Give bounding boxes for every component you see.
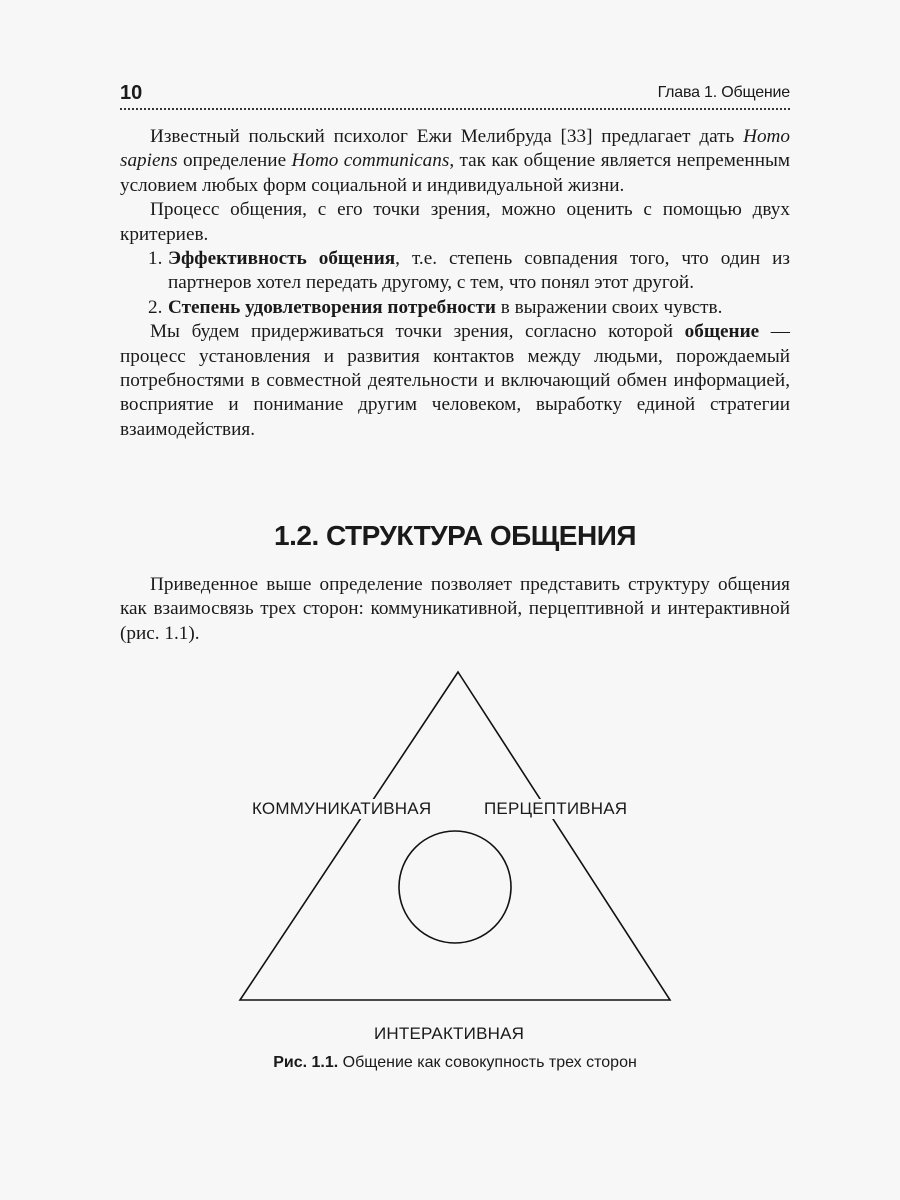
- header-dotted-rule: [120, 108, 790, 110]
- bold-term: Эффективность общения: [168, 248, 396, 270]
- triangle-shape: [240, 672, 670, 1000]
- text-run: Известный польский психолог Ежи Мелибруда [33] предлагает дать: [150, 126, 744, 147]
- page-header: [120, 80, 790, 110]
- text-run: , т.е. степень совпадения того, что один из партнеров хотел передать другому, с тем, что понял этот другой.: [168, 248, 790, 294]
- paragraph: [120, 198, 790, 247]
- list-item: [120, 247, 790, 296]
- figure-caption: [120, 1054, 790, 1072]
- body-text: [120, 125, 790, 442]
- caption-text: Общение как совокупность трех сторон: [338, 1054, 637, 1071]
- paragraph: [120, 573, 790, 646]
- text-run: в выражении своих чувств.: [495, 296, 723, 318]
- page-number: 10: [120, 82, 143, 104]
- label-interactive: ИНТЕРАКТИВНАЯ: [370, 1024, 528, 1044]
- section-title: 1.2. СТРУКТУРА ОБЩЕНИЯ: [274, 520, 636, 551]
- structure-diagram: [230, 660, 680, 1050]
- list-number: 1.: [148, 248, 163, 270]
- triangle-diagram: [230, 660, 680, 1050]
- paragraph: [120, 320, 790, 442]
- paragraph: [120, 125, 790, 198]
- bold-term: общение: [684, 321, 760, 343]
- center-circle: [399, 831, 511, 943]
- italic-term: Homo sapiens: [120, 126, 790, 172]
- text-run: Мы будем придерживаться точки зрения, согласно которой: [150, 321, 685, 343]
- text-run: Приведенное выше определение позволяет представить структуру общения как взаимосвязь трех сторон: коммуникативной, перцептивной и интерактивной (рис. 1.1).: [120, 574, 790, 644]
- caption-prefix: Рис. 1.1.: [273, 1054, 339, 1071]
- section-intro: [120, 573, 790, 646]
- list-item: [120, 296, 790, 320]
- italic-term: Homo communicans: [291, 150, 450, 172]
- text-run: Процесс общения, с его точки зрения, можно оценить с помощью двух критериев.: [120, 199, 790, 245]
- running-head: Глава 1. Общение: [657, 84, 790, 101]
- label-communicative: КОММУНИКАТИВНАЯ: [248, 799, 435, 819]
- bold-term: Степень удовлетворения потребности: [168, 296, 496, 318]
- text-run: , так как общение является непременным условием любых форм социальной и индивидуальной жизни.: [120, 150, 790, 196]
- text-run: определение: [177, 150, 292, 172]
- label-perceptive: ПЕРЦЕПТИВНАЯ: [480, 799, 631, 819]
- list-number: 2.: [148, 296, 163, 318]
- text-run: — процесс установления и развития контактов между людьми, порождаемый потребностями в совместной деятельности и включающий обмен информацией, восприятие и понимание другим человеком, выработку единой стратегии взаимодействия.: [120, 321, 790, 440]
